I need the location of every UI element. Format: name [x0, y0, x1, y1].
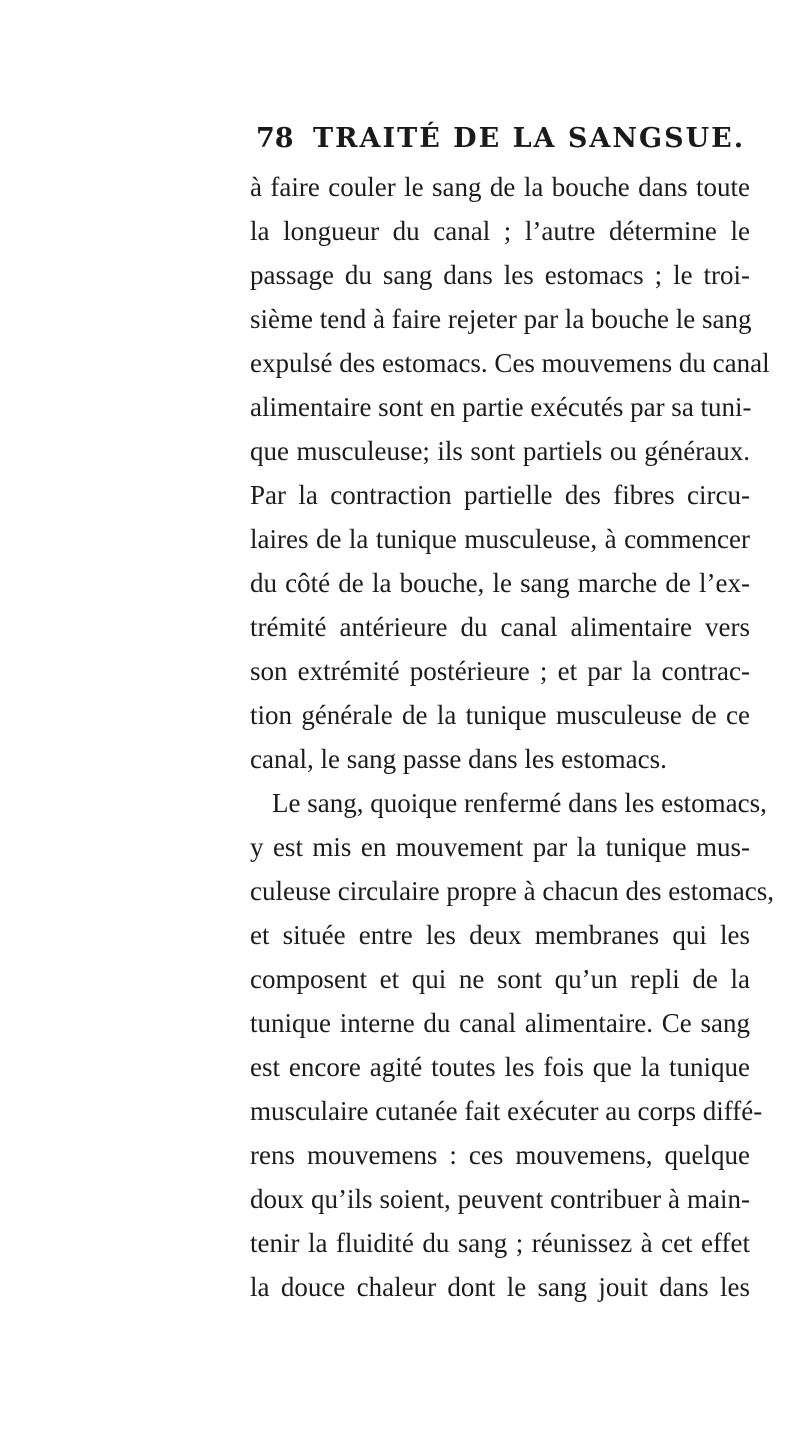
text-line: doux qu’ils soient, peuvent contribuer à main-	[250, 1184, 750, 1214]
text-line: son extrémité postérieure ; et par la contrac-	[250, 656, 750, 686]
text-line: rens mouvemens : ces mouvemens, quelque	[250, 1140, 750, 1170]
running-title: TRAITÉ DE LA SANGSUE.	[313, 123, 746, 154]
text-line: Le sang, quoique renfermé dans les estomacs,	[272, 788, 767, 818]
text-line: canal, le sang passe dans les estomacs.	[250, 744, 667, 774]
text-line: passage du sang dans les estomacs ; le troi-	[250, 260, 750, 290]
page-header	[256, 117, 776, 161]
text-line: composent et qui ne sont qu’un repli de la	[250, 964, 750, 994]
text-line: alimentaire sont en partie exécutés par sa tuni-	[250, 392, 752, 422]
text-line: laires de la tunique musculeuse, à commencer	[250, 524, 750, 554]
text-line: est encore agité toutes les fois que la tunique	[250, 1052, 750, 1082]
text-line: Par la contraction partielle des fibres circu-	[250, 480, 750, 510]
text-line: tenir la fluidité du sang ; réunissez à cet effet	[250, 1228, 750, 1258]
page-number: 78	[256, 123, 294, 154]
text-line: expulsé des estomacs. Ces mouvemens du canal	[250, 348, 770, 378]
body-text	[250, 165, 774, 1309]
text-line: y est mis en mouvement par la tunique mus-	[250, 832, 750, 862]
text-line: culeuse circulaire propre à chacun des estomacs,	[250, 876, 774, 906]
text-line: musculaire cutanée fait exécuter au corps diffé-	[250, 1096, 763, 1126]
text-line: du côté de la bouche, le sang marche de l’ex-	[250, 568, 750, 598]
text-line: tunique interne du canal alimentaire. Ce sang	[250, 1008, 750, 1038]
text-line: sième tend à faire rejeter par la bouche le sang	[250, 304, 752, 334]
text-line: la longueur du canal ; l’autre détermine le	[250, 216, 750, 246]
text-line: à faire couler le sang de la bouche dans toute	[250, 172, 750, 202]
text-line: et située entre les deux membranes qui les	[250, 920, 750, 950]
text-line: tion générale de la tunique musculeuse de ce	[250, 700, 750, 730]
text-line: que musculeuse; ils sont partiels ou généraux.	[250, 436, 750, 466]
text-line: trémité antérieure du canal alimentaire vers	[250, 612, 750, 642]
text-line: la douce chaleur dont le sang jouit dans les	[250, 1272, 750, 1302]
